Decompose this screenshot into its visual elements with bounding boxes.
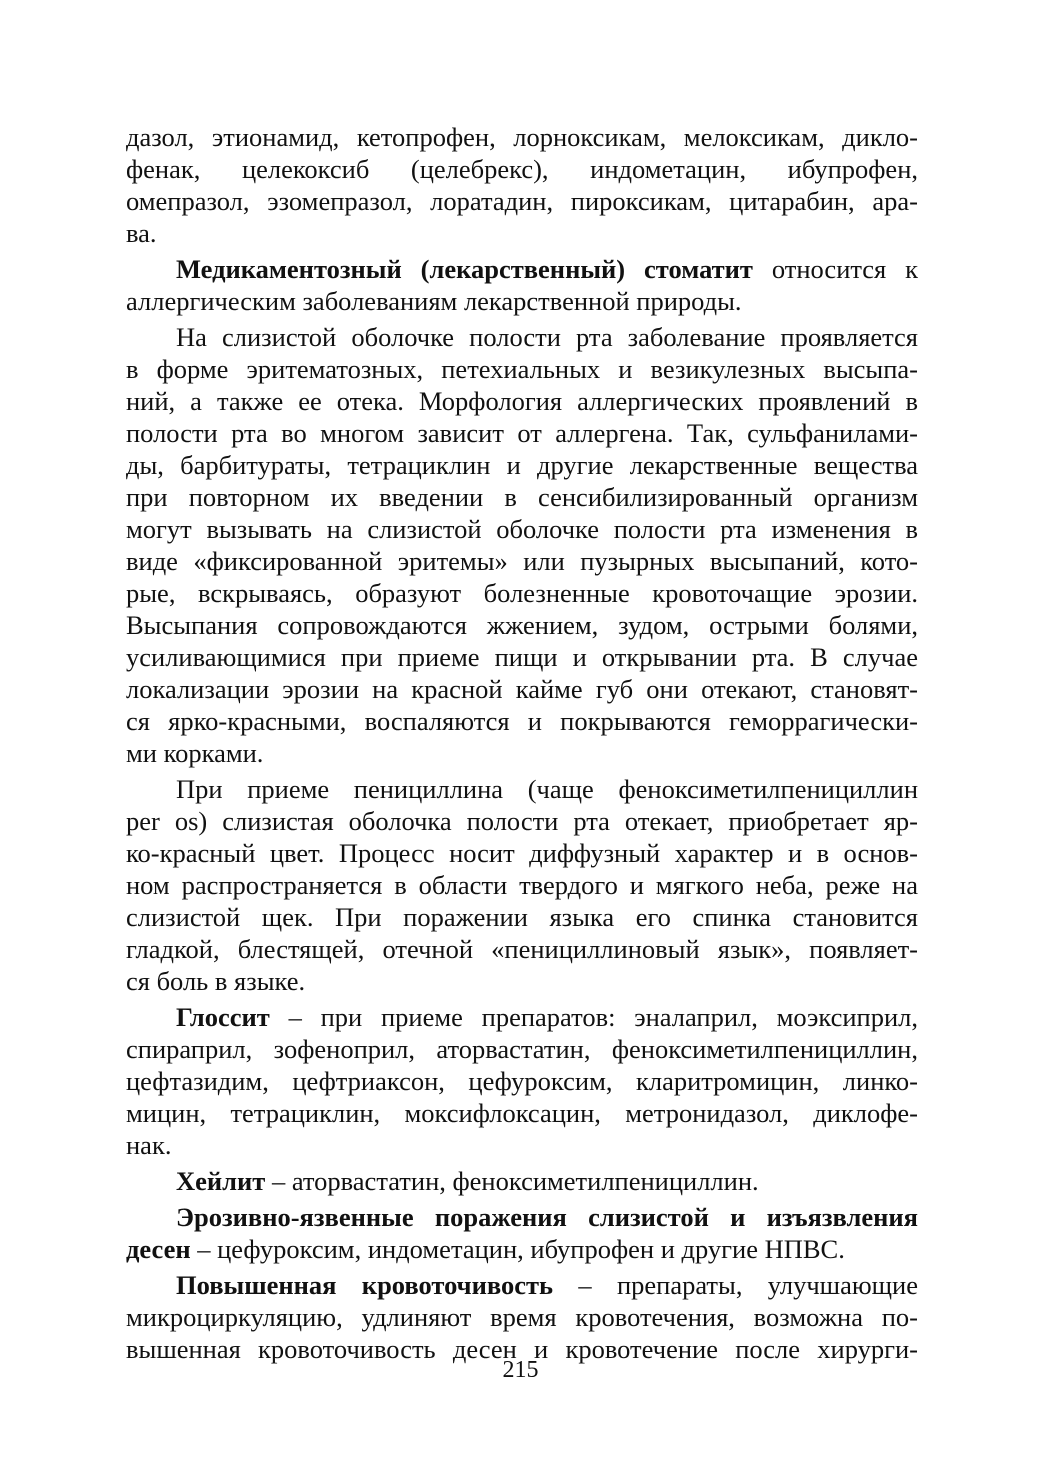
page-body	[126, 121, 918, 1365]
heading-line-stomatitis	[126, 253, 918, 285]
text-line: спираприл, зофеноприл, аторвастатин, феноксиметилпенициллин,	[126, 1034, 918, 1064]
text-line: На слизистой оболочке полости рта заболевание проявляется	[176, 322, 918, 352]
text-line: омепразол, эзомепразол, лоратадин, пироксикам, цитарабин, ара-	[126, 186, 918, 216]
text-line: могут вызывать на слизистой оболочке полости рта изменения в	[126, 514, 918, 544]
text-line: гладкой, блестящей, отечной «пенициллиновый язык», появляет-	[126, 934, 918, 964]
text-fragment: – аторвастатин, феноксиметилпенициллин.	[265, 1166, 759, 1196]
term-bleeding: Повышенная кровоточивость	[176, 1270, 554, 1300]
text-line: цефтазидим, цефтриаксон, цефуроксим, кларитромицин, линко-	[126, 1066, 918, 1096]
text-line: локализации эрозии на красной кайме губ они отекают, становят-	[126, 674, 918, 704]
text-line: виде «фиксированной эритемы» или пузырных высыпаний, кото-	[126, 546, 918, 576]
text-line: слизистой щек. При поражении языка его спинка становится	[126, 902, 918, 932]
text-line: в форме эритематозных, петехиальных и везикулезных высыпа-	[126, 354, 918, 384]
text-line: микроциркуляцию, удлиняют время кровотечения, возможна по-	[126, 1302, 918, 1332]
text-line: усиливающимися при приеме пищи и открывании рта. В случае	[126, 642, 918, 672]
text-line: ся ярко-красными, воспаляются и покрываются геморрагически-	[126, 706, 918, 736]
text-line: ко-красный цвет. Процесс носит диффузный характер и в основ-	[126, 838, 918, 868]
text-line: per os) слизистая оболочка полости рта отекает, приобретает яр-	[126, 806, 918, 836]
term-cheilitis: Хейлит	[176, 1166, 266, 1196]
text-line: ний, а также ее отека. Морфология аллергических проявлений в	[126, 386, 918, 416]
term-erosive-lesions: Эрозивно-язвенные поражения слизистой и изъязвления	[176, 1202, 918, 1232]
text-line: вышенная кровоточивость десен и кровотечение после хирурги-	[126, 1334, 918, 1364]
text-line: при повторном их введении в сенсибилизированный организм	[126, 482, 918, 512]
term-gums: десен	[126, 1234, 191, 1264]
heading-line-bleeding	[126, 1269, 918, 1301]
text-fragment: – препараты, улучшающие	[553, 1270, 918, 1300]
heading-line-glossitis	[126, 1001, 918, 1033]
text-line: ном распространяется в области твердого и мягкого неба, реже на	[126, 870, 918, 900]
text-line: ва.	[126, 218, 157, 248]
text-line: При приеме пенициллина (чаще феноксиметилпенициллин	[176, 774, 918, 804]
text-line: фенак, целекоксиб (целебрекс), индометацин, ибупрофен,	[126, 154, 918, 184]
text-line: ды, барбитураты, тетрациклин и другие лекарственные вещества	[126, 450, 918, 480]
text-fragment: – цефуроксим, индометацин, ибупрофен и другие НПВС.	[190, 1234, 845, 1264]
text-fragment: относится к	[752, 254, 919, 284]
heading-line-cheilitis	[126, 1165, 918, 1197]
text-line: нак.	[126, 1130, 172, 1160]
text-line	[126, 1233, 918, 1265]
heading-line-erosive	[126, 1201, 918, 1233]
term-glossitis: Глоссит	[176, 1002, 270, 1032]
page-number: 215	[502, 1357, 539, 1383]
text-line: ся боль в языке.	[126, 966, 306, 996]
text-fragment: – при приеме препаратов: эналаприл, моэксиприл,	[269, 1002, 918, 1032]
text-line: мицин, тетрациклин, моксифлоксацин, метронидазол, диклофе-	[126, 1098, 918, 1128]
text-line: Высыпания сопровождаются жжением, зудом, острыми болями,	[126, 610, 918, 640]
text-line: рые, вскрываясь, образуют болезненные кровоточащие эрозии.	[126, 578, 918, 608]
text-line: полости рта во многом зависит от аллергена. Так, сульфанилами-	[126, 418, 918, 448]
text-line: дазол, этионамид, кетопрофен, лорноксикам, мелоксикам, дикло-	[126, 122, 918, 152]
text-line: ми корками.	[126, 738, 264, 768]
text-line: аллергическим заболеваниям лекарственной природы.	[126, 286, 742, 316]
term-stomatitis: Медикаментозный (лекарственный) стоматит	[176, 254, 753, 284]
